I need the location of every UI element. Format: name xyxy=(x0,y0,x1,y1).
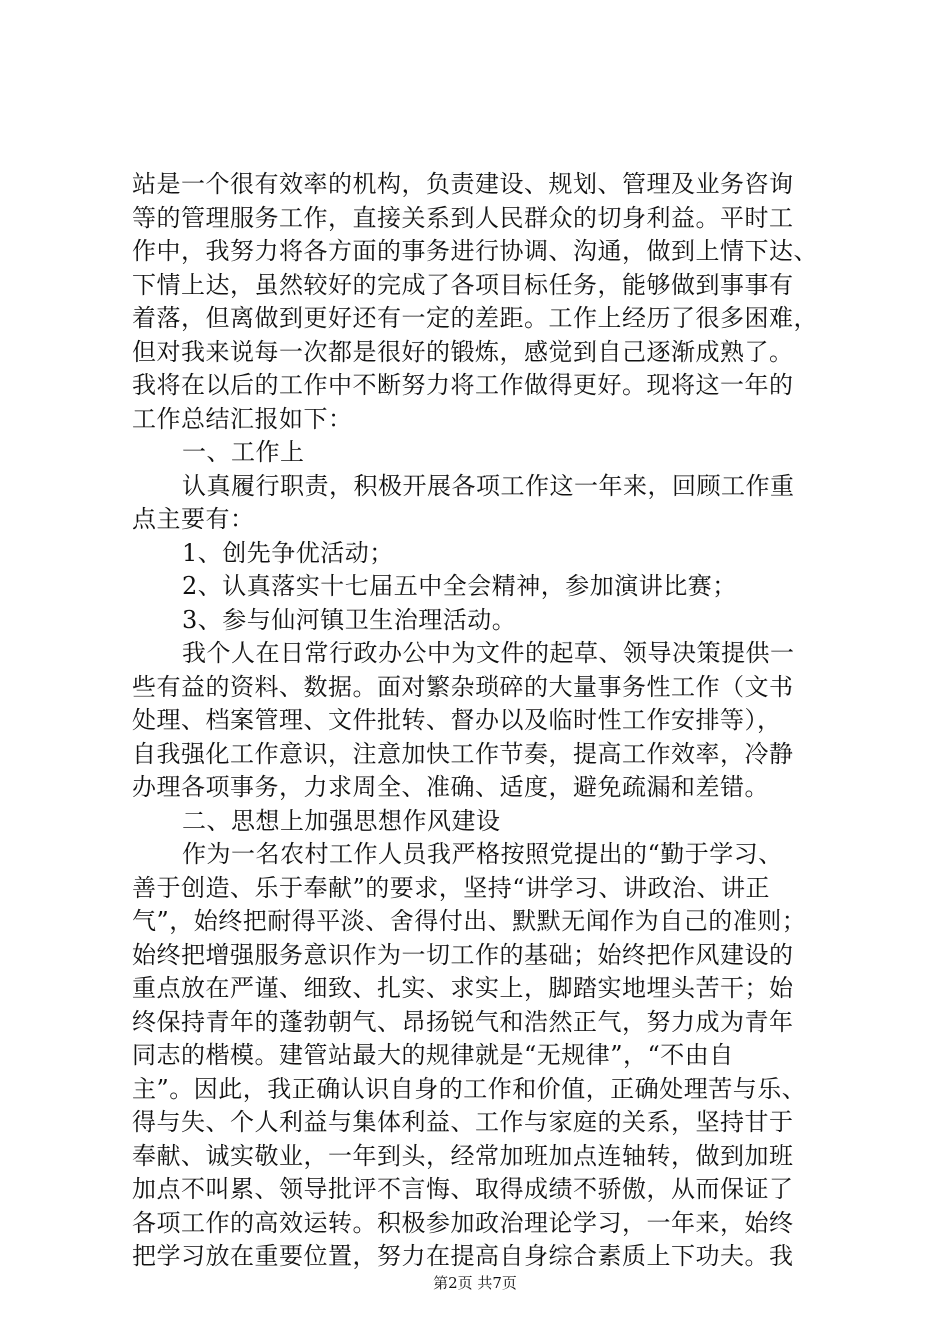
text-line: 各项工作的高效运转。积极参加政治理论学习，一年来，始终 xyxy=(132,1208,794,1237)
document-body xyxy=(132,168,832,1274)
text-line: 着落，但离做到更好还有一定的差距。工作上经历了很多困难， xyxy=(132,304,818,332)
text-line: 办理各项事务，力求周全、准确、适度，避免疏漏和差错。 xyxy=(132,773,769,801)
text-line: 站是一个很有效率的机构，负责建设、规划、管理及业务咨询 xyxy=(132,170,794,198)
text-line: 一、工作上 xyxy=(182,438,305,466)
text-line: 工作总结汇报如下： xyxy=(132,404,353,433)
text-line: 得与失、个人利益与集体利益、工作与家庭的关系，坚持甘于 xyxy=(132,1108,794,1136)
text-line: 始终把增强服务意识作为一切工作的基础；始终把作风建设的 xyxy=(132,940,794,969)
text-line: 等的管理服务工作，直接关系到人民群众的切身利益。平时工 xyxy=(132,203,794,232)
text-line: 2、认真落实十七届五中全会精神，参加演讲比赛； xyxy=(182,572,737,600)
text-line: 3、参与仙河镇卫生治理活动。 xyxy=(182,605,517,634)
text-line: 主”。因此，我正确认识自身的工作和价值，正确处理苦与乐、 xyxy=(132,1074,807,1103)
text-line: 我将在以后的工作中不断努力将工作做得更好。现将这一年的 xyxy=(132,371,794,399)
text-line: 善于创造、乐于奉献”的要求，坚持“讲学习、讲政治、讲正 xyxy=(132,873,771,902)
text-line: 但对我来说每一次都是很好的锻炼，感觉到自己逐渐成熟了。 xyxy=(132,337,794,366)
text-line: 点主要有： xyxy=(132,505,255,533)
text-line: 1、创先争优活动； xyxy=(182,538,394,567)
text-line: 二、思想上加强思想作风建设 xyxy=(182,806,501,835)
text-line: 些有益的资料、数据。面对繁杂琐碎的大量事务性工作（文书 xyxy=(132,672,794,701)
text-line: 同志的楷模。建管站最大的规律就是“无规律”，“不由自 xyxy=(132,1041,734,1069)
text-line: 奉献、诚实敬业，一年到头，经常加班加点连轴转，做到加班 xyxy=(132,1141,794,1170)
text-line: 自我强化工作意识，注意加快工作节奏，提高工作效率，冷静 xyxy=(132,739,794,768)
text-line: 认真履行职责，积极开展各项工作这一年来，回顾工作重 xyxy=(182,471,795,500)
text-line: 把学习放在重要位置，努力在提高自身综合素质上下功夫。我 xyxy=(132,1242,794,1270)
text-line: 加点不叫累、领导批评不言悔、取得成绩不骄傲，从而保证了 xyxy=(132,1175,794,1203)
text-line: 重点放在严谨、细致、扎实、求实上，脚踏实地埋头苦干；始 xyxy=(132,974,794,1002)
text-line: 气”，始终把耐得平淡、舍得付出、默默无闻作为自己的准则； xyxy=(132,907,807,935)
text-line: 处理、档案管理、文件批转、督办以及临时性工作安排等）， xyxy=(132,706,782,734)
text-line: 下情上达，虽然较好的完成了各项目标任务，能够做到事事有 xyxy=(132,270,794,299)
page-number-footer: 第2页 共7页 xyxy=(433,1274,517,1292)
text-line: 我个人在日常行政办公中为文件的起草、领导决策提供一 xyxy=(182,639,795,667)
text-line: 终保持青年的蓬勃朝气、昂扬锐气和浩然正气，努力成为青年 xyxy=(132,1007,794,1036)
text-line: 作为一名农村工作人员我严格按照党提出的“勤于学习、 xyxy=(182,840,783,868)
text-line: 作中，我努力将各方面的事务进行协调、沟通，做到上情下达、 xyxy=(132,237,818,265)
